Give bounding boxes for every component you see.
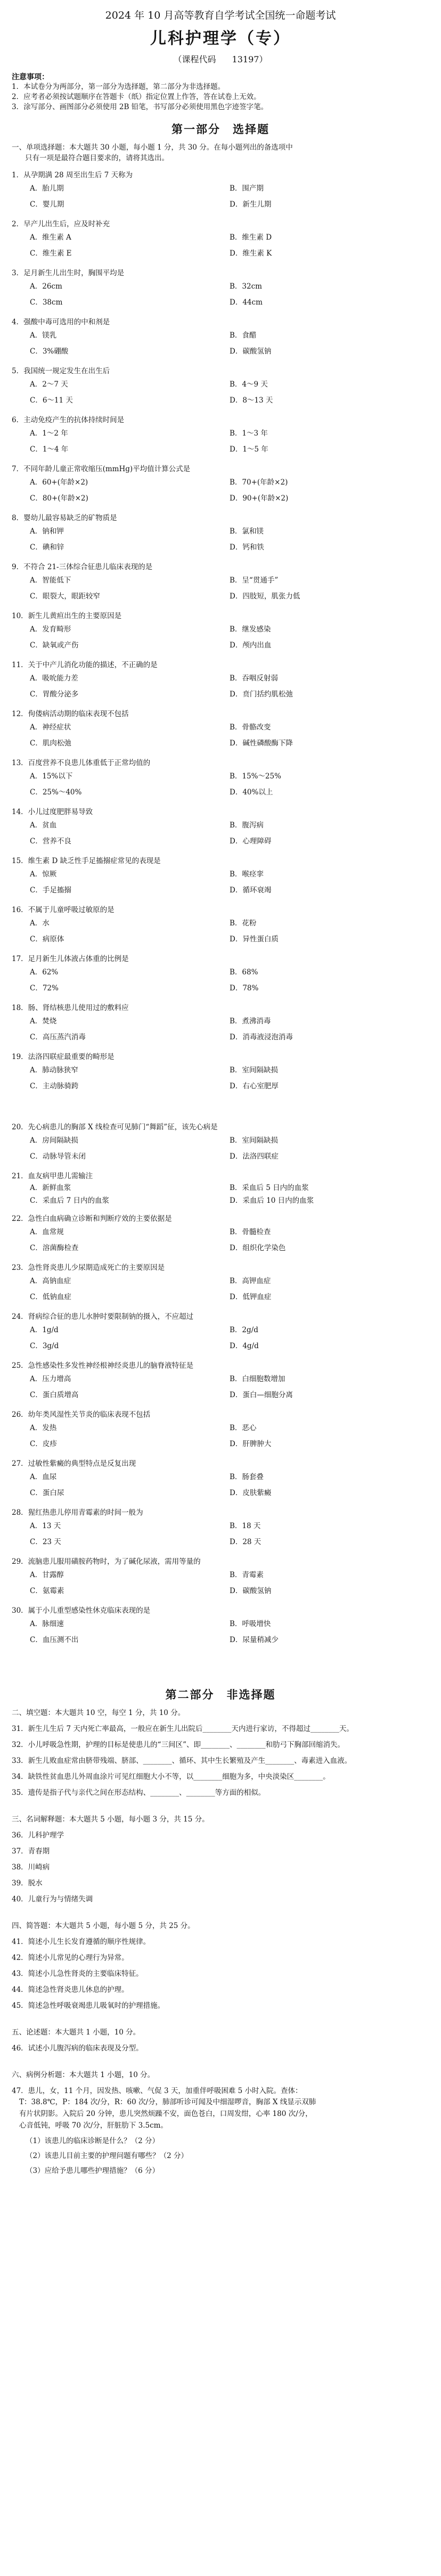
question-18: [12, 1003, 429, 1045]
question-list: [12, 170, 429, 1648]
case-sub-question: （3）应给予患儿哪些护理措施？（6 分）: [26, 2167, 159, 2175]
question-22: [12, 1213, 429, 1256]
option-group: [12, 1062, 429, 1094]
subject-title: 儿科护理学（专）: [150, 29, 291, 48]
question-stem: 5．我国统一规定发生在出生后: [12, 367, 110, 375]
option-d: D．心理障碍: [230, 837, 272, 846]
question-6: [12, 415, 429, 457]
option-group: [12, 1013, 429, 1045]
question-stem: 2．早产儿出生后，应及时补充: [12, 220, 110, 228]
option-b: B．继发感染: [230, 625, 271, 634]
short-answer-question: 45．简述急性呼吸衰竭患儿吸氧时的护理措施。: [12, 2001, 165, 2010]
option-d: D．44cm: [230, 298, 263, 307]
question-stem: 1．从孕期满 28 周至出生后 7 天称为: [12, 171, 133, 179]
course-code-label: （课程代码: [173, 54, 216, 64]
term-question: 36．儿科护理学: [12, 1831, 64, 1840]
question-27: [12, 1458, 429, 1501]
question-stem: 28．猩红热患儿停用青霉素的时间一般为: [12, 1508, 143, 1517]
option-d: D．4g/d: [230, 1342, 259, 1350]
option-a: A．血尿: [30, 1473, 57, 1481]
option-a: A．压力增高: [30, 1375, 71, 1383]
option-c: C．维生素 E: [30, 249, 72, 258]
option-a: A．吸吮能力差: [30, 674, 78, 683]
option-d: D．四肢短，肌张力低: [230, 592, 300, 601]
question-20: [12, 1122, 429, 1164]
question-stem: 23．急性肾炎患儿少尿期造成死亡的主要原因是: [12, 1264, 165, 1272]
option-c: C．病原体: [30, 935, 64, 944]
option-d: D．新生儿期: [230, 200, 272, 209]
option-c: C．25%～40%: [30, 788, 82, 797]
option-d: D．尿量稍减少: [230, 1636, 279, 1644]
question-stem: 4．强酸中毒可选用的中和剂是: [12, 318, 110, 326]
question-stem: 15．维生素 D 缺乏性手足搐搦症常见的表现是: [12, 857, 161, 865]
option-a: A．62%: [30, 968, 59, 977]
notes-heading: 注意事项：: [12, 73, 49, 81]
note-line: 1．本试卷分为两部分，第一部分为选择题，第二部分为非选择题。: [12, 83, 225, 91]
question-8: [12, 513, 429, 555]
section-head-single-choice: [12, 142, 429, 163]
option-b: B．围产期: [230, 184, 264, 193]
option-a: A．智能低下: [30, 576, 71, 585]
option-a: A．维生素 A: [30, 233, 71, 242]
option-b: B．采血后 5 日内的血浆: [230, 1184, 309, 1192]
fill-question: 31．新生儿生后 7 天内死亡率最高，一般应在新生儿出院后________天内进行家访，不得超过________天。: [12, 1725, 354, 1733]
option-a: A．26cm: [30, 282, 62, 291]
question-stem: 13．百度营养不良患儿体重低于正常均值的: [12, 759, 151, 767]
option-b: B．2g/d: [230, 1326, 258, 1334]
option-d: D．碱性磷酸酶下降: [230, 739, 293, 748]
question-14: [12, 807, 429, 849]
option-b: B．1～3 年: [230, 429, 268, 438]
option-d: D．钙和铁: [230, 543, 264, 552]
option-a: A．焚烧: [30, 1017, 57, 1026]
part-two-title: 第二部分 非选择题: [165, 1688, 276, 1701]
option-b: B．18 天: [230, 1522, 261, 1530]
option-group: [12, 621, 429, 653]
question-7: [12, 464, 429, 506]
option-a: A．脉细速: [30, 1620, 64, 1628]
fill-question: 33．新生儿败血症常由脐带残端、脐部、________、循环、其中生长繁殖及产生________、毒素进入血液。: [12, 1757, 352, 1765]
option-group: [12, 474, 429, 506]
option-c: C．3g/d: [30, 1342, 59, 1350]
note-line: 2．应考者必须按试题顺序在答题卡（纸）指定位置上作答，答在试卷上无效。: [12, 93, 261, 101]
option-c: C．缺氧或产伤: [30, 641, 79, 650]
case-analysis: [12, 2086, 429, 2176]
option-d: D．颅内出血: [230, 641, 272, 650]
option-group: [12, 229, 429, 261]
option-group: [12, 523, 429, 555]
option-c: C．氨霉素: [30, 1587, 64, 1595]
option-b: B．氯和镁: [230, 527, 264, 536]
option-d: D．法洛四联症: [230, 1152, 279, 1161]
option-c: C．采血后 7 日内的血浆: [30, 1196, 110, 1205]
option-group: [12, 1371, 429, 1403]
option-d: D．90+(年龄×2): [230, 494, 289, 503]
option-a: A．胎儿期: [30, 184, 64, 193]
option-c: C．眼裂大，眼距较窄: [30, 592, 100, 601]
option-a: A．60+(年龄×2): [30, 478, 88, 487]
question-4: [12, 317, 429, 359]
option-b: B．15%～25%: [230, 772, 281, 781]
option-d: D．8～13 天: [230, 396, 273, 405]
option-b: B．吞咽反射弱: [230, 674, 278, 683]
option-c: C．蛋白尿: [30, 1489, 64, 1497]
option-d: D．碳酸氢钠: [230, 1587, 272, 1595]
case-sub-question: （1）该患儿的临床诊断是什么？（2 分）: [26, 2137, 159, 2145]
option-c: C．38cm: [30, 298, 63, 307]
option-c: C．溶菌酶检查: [30, 1244, 79, 1252]
question-stem: 7．不同年龄儿童正常收缩压(mmHg)平均值计算公式是: [12, 465, 191, 473]
option-d: D．组织化学染色: [230, 1244, 286, 1252]
option-a: A．发热: [30, 1424, 57, 1432]
option-b: B．呈“贯通手”: [230, 576, 279, 585]
option-d: D．40%以上: [230, 788, 273, 797]
option-c: C．蛋白质增高: [30, 1391, 79, 1399]
question-stem: 18．肠、肾结核患儿使用过的敷料应: [12, 1004, 129, 1012]
question-stem: 11．关于中产儿消化功能的描述，不正确的是: [12, 661, 158, 669]
question-1: [12, 170, 429, 212]
question-stem: 16．不属于儿童呼吸过敏原的是: [12, 906, 115, 914]
option-c: C．肌肉松弛: [30, 739, 71, 748]
section-head-terms: 三、名词解释题：本大题共 5 小题，每小题 3 分，共 15 分。: [12, 1815, 209, 1824]
option-group: [12, 817, 429, 849]
option-a: A．甘露醇: [30, 1571, 64, 1579]
section-head-short: 四、简答题：本大题共 5 小题，每小题 5 分，共 25 分。: [12, 1922, 195, 1930]
option-group: [12, 964, 429, 996]
option-b: B．32cm: [230, 282, 262, 291]
option-a: A．神经症状: [30, 723, 71, 732]
question-stem: 27．过敏性紫癜的典型特点是反复出现: [12, 1459, 136, 1468]
option-c: C．动脉导管未闭: [30, 1152, 86, 1161]
option-b: B．肠套叠: [230, 1473, 264, 1481]
question-stem: 8．婴幼儿最容易缺乏的矿物质是: [12, 514, 117, 522]
terms-list: [12, 1830, 429, 1905]
short-answer-question: 41．简述小儿生长发育遵循的顺序性规律。: [12, 1938, 151, 1946]
section-head-case: 六、病例分析题：本大题共 1 小题，10 分。: [12, 2071, 155, 2079]
question-28: [12, 1507, 429, 1550]
option-a: A．肺动脉狭窄: [30, 1066, 78, 1074]
section-head-essay: 五、论述题：本大题共 1 小题，10 分。: [12, 2028, 141, 2037]
case-text-line: T：38.8℃，P：184 次/分，R：60 次/分，肺部听诊可闻及中细湿啰音，胸部 X 线显示双肺: [19, 2098, 316, 2106]
option-group: [12, 376, 429, 408]
option-a: A．13 天: [30, 1522, 61, 1530]
question-stem: 3．足月新生儿出生时，胸围平均是: [12, 269, 125, 277]
option-c: C．6～11 天: [30, 396, 73, 405]
option-b: B．白细胞数增加: [230, 1375, 285, 1383]
option-c: C．主动脉骑跨: [30, 1082, 79, 1090]
term-question: 37．青春期: [12, 1847, 50, 1856]
option-b: B．68%: [230, 968, 258, 977]
option-d: D．碳酸氢钠: [230, 347, 272, 356]
case-sub-question: （2）该患儿目前主要的护理问题有哪些？（2 分）: [26, 2152, 188, 2160]
option-b: B．室间隔缺损: [230, 1066, 278, 1074]
option-a: A．水: [30, 919, 50, 928]
question-stem: 19．法洛四联症最重要的畸形是: [12, 1053, 115, 1061]
question-29: [12, 1556, 429, 1599]
question-25: [12, 1360, 429, 1403]
option-c: C．碘和锌: [30, 543, 64, 552]
option-b: B．喉痉挛: [230, 870, 264, 879]
question-16: [12, 905, 429, 947]
option-a: A．新鲜血浆: [30, 1184, 71, 1192]
case-text-line: 有片状阴影。入院后 20 分钟，患儿突然烦躁不安，面色苍白，口周发绀，心率 180 次/分，: [19, 2110, 313, 2118]
option-a: A．钠和钾: [30, 527, 64, 536]
question-24: [12, 1311, 429, 1354]
option-c: C．营养不良: [30, 837, 71, 846]
option-c: C．胃酸分泌多: [30, 690, 79, 699]
option-d: D．1～5 年: [230, 445, 268, 454]
option-d: D．皮肤紫癜: [230, 1489, 272, 1497]
option-group: [12, 719, 429, 751]
option-d: D．维生素 K: [230, 249, 272, 258]
option-group: [12, 1322, 429, 1354]
fill-list: [12, 1724, 429, 1798]
short-answer-question: 44．简述急性肾炎患儿休息的护理。: [12, 1986, 129, 1994]
question-stem: 14．小儿过度肥胖易导致: [12, 808, 93, 816]
question-26: [12, 1409, 429, 1452]
question-30: [12, 1605, 429, 1648]
option-c: C．3%硼酸: [30, 347, 69, 356]
option-c: C．婴儿期: [30, 200, 64, 209]
question-stem: 30．属于小儿重型感染性休克临床表现的是: [12, 1606, 151, 1615]
term-question: 38．川崎病: [12, 1863, 50, 1872]
option-d: D．循环衰竭: [230, 886, 272, 895]
notes: [12, 71, 429, 112]
question-23: [12, 1262, 429, 1305]
option-b: B．70+(年龄×2): [230, 478, 288, 487]
course-code-value: 13197）: [232, 54, 268, 64]
section-head-fill: 二、填空题：本大题共 10 空，每空 1 分，共 10 分。: [12, 1709, 185, 1717]
option-c: C．血压测不出: [30, 1636, 79, 1644]
option-d: D．低钾血症: [230, 1293, 272, 1301]
option-d: D．贲门括约肌松弛: [230, 690, 293, 699]
exam-title: 2024 年 10 月高等教育自学考试全国统一命题考试: [105, 10, 336, 21]
option-group: [12, 1420, 429, 1452]
question-stem: 12．佝偻病活动期的临床表现不包括: [12, 710, 129, 718]
option-d: D．右心室肥厚: [230, 1082, 279, 1090]
option-group: [12, 768, 429, 800]
option-d: D．蛋白—细胞分离: [230, 1391, 293, 1399]
question-13: [12, 758, 429, 800]
question-21: [12, 1171, 429, 1207]
fill-question: 34．缺铁性贫血患儿外周血涂片可见红细胞大小不等，以________细胞为多，中央淡染区________。: [12, 1773, 330, 1781]
note-line: 3．涂写部分、画图部分必须使用 2B 铅笔，书写部分必须使用黑色字迹签字笔。: [12, 103, 268, 111]
question-10: [12, 611, 429, 653]
option-group: [12, 1182, 429, 1207]
option-group: [12, 278, 429, 310]
term-question: 40．儿童行为与情绪失调: [12, 1895, 93, 1904]
section-head-line: 只有一项是最符合题目要求的，请将其选出。: [25, 154, 169, 162]
option-d: D．采血后 10 日内的血浆: [230, 1196, 314, 1205]
question-stem: 21．血友病甲患儿需输注: [12, 1172, 93, 1180]
term-question: 39．脱水: [12, 1879, 43, 1888]
option-group: [12, 327, 429, 359]
option-group: [12, 915, 429, 947]
option-a: A．1～2 年: [30, 429, 68, 438]
question-stem: 6．主动免疫产生的抗体持续时间是: [12, 416, 125, 424]
option-a: A．贫血: [30, 821, 57, 830]
question-stem: 22．急性白血病确立诊断和判断疗效的主要依据是: [12, 1215, 172, 1223]
option-a: A．高钠血症: [30, 1277, 71, 1285]
option-group: [12, 1567, 429, 1599]
case-text-line: 心音低钝，呼吸 70 次/分，肝脏肋下 3.5cm。: [19, 2121, 168, 2130]
option-d: D．消毒液浸泡消毒: [230, 1033, 293, 1041]
question-12: [12, 709, 429, 751]
option-a: A．2～7 天: [30, 380, 68, 389]
option-group: [12, 1616, 429, 1648]
essay-question: 46．试述小儿腹泻病的临床表现及分型。: [12, 2044, 143, 2053]
option-group: [12, 572, 429, 604]
question-stem: 9．不符合 21-三体综合征患儿临床表现的是: [12, 563, 153, 571]
part-one-title: 第一部分 选择题: [172, 122, 270, 136]
option-a: A．15%以下: [30, 772, 73, 781]
option-a: A．惊厥: [30, 870, 57, 879]
option-group: [12, 670, 429, 702]
question-11: [12, 660, 429, 702]
option-c: C．23 天: [30, 1538, 61, 1546]
option-group: [12, 181, 429, 212]
short-answer-question: 42．简述小儿常见的心理行为异常。: [12, 1954, 129, 1962]
question-stem: 20．先心病患儿的胸部 X 线检查可见肺门“舞蹈”征，该先心病是: [12, 1123, 218, 1131]
question-2: [12, 219, 429, 261]
option-group: [12, 1133, 429, 1164]
question-5: [12, 366, 429, 408]
option-c: C．手足搐搦: [30, 886, 71, 895]
fill-question: 35．遗传是指子代与亲代之间在形态结构、________、________等方面的相似。: [12, 1789, 266, 1797]
fill-question: 32．小儿呼吸急性期，护理的目标是使患儿的“三间区”、即________、________和肋弓下胸部回缩消失。: [12, 1741, 345, 1749]
option-a: A．发育畸形: [30, 625, 71, 634]
option-b: B．煮沸消毒: [230, 1017, 271, 1026]
option-b: B．呼吸增快: [230, 1620, 271, 1628]
short-answer-question: 43．简述小儿急性肾炎的主要临床特征。: [12, 1970, 143, 1978]
option-b: B．维生素 D: [230, 233, 272, 242]
question-stem: 10．新生儿黄疸出生的主要原因是: [12, 612, 122, 620]
option-c: C．72%: [30, 984, 59, 992]
short-list: [12, 1937, 429, 2011]
option-group: [12, 866, 429, 898]
option-a: A．房间隔缺损: [30, 1136, 78, 1145]
essay-list: [12, 2043, 429, 2054]
option-d: D．肝脾肿大: [230, 1440, 272, 1448]
option-d: D．28 天: [230, 1538, 262, 1546]
option-b: B．4～9 天: [230, 380, 268, 389]
option-b: B．腹泻病: [230, 821, 264, 830]
option-d: D．异性蛋白质: [230, 935, 279, 944]
option-c: C．皮疹: [30, 1440, 57, 1448]
question-17: [12, 954, 429, 996]
option-b: B．食醋: [230, 331, 257, 340]
question-stem: 24．肾病综合征的患儿水肿时要限制钠的摄入，不应超过: [12, 1312, 194, 1321]
section-head-line: 一、单项选择题：本大题共 30 小题，每小题 1 分，共 30 分。在每小题列出的备选项中: [12, 143, 293, 152]
option-c: C．1～4 年: [30, 445, 69, 454]
option-b: B．室间隔缺损: [230, 1136, 278, 1145]
question-stem: 26．幼年类风湿性关节炎的临床表现不包括: [12, 1410, 151, 1419]
question-3: [12, 268, 429, 310]
option-group: [12, 1469, 429, 1501]
option-c: C．高压蒸汽消毒: [30, 1033, 86, 1041]
option-d: D．78%: [230, 984, 259, 992]
option-c: C．低钠血症: [30, 1293, 71, 1301]
option-group: [12, 1224, 429, 1256]
question-stem: 25．急性感染性多发性神经根神经炎患儿的脑脊液特征是: [12, 1361, 194, 1370]
option-group: [12, 425, 429, 457]
question-15: [12, 856, 429, 898]
question-stem: 17．足月新生儿体液占体重的比例是: [12, 955, 129, 963]
option-b: B．恶心: [230, 1424, 257, 1432]
case-text-line: 47．患儿，女，11 个月，因发热、咳嗽、气促 3 天，加重伴呼吸困难 5 小时入院。查体：: [12, 2087, 303, 2095]
option-a: A．血常规: [30, 1228, 64, 1236]
option-group: [12, 1518, 429, 1550]
question-19: [12, 1052, 429, 1094]
option-b: B．青霉素: [230, 1571, 264, 1579]
question-stem: 29．流脑患儿服用磺胺药物时，为了碱化尿液，需用等量的: [12, 1557, 201, 1566]
option-a: A．镁乳: [30, 331, 57, 340]
option-group: [12, 1273, 429, 1305]
course-code: [12, 53, 429, 65]
option-c: C．80+(年龄×2): [30, 494, 88, 503]
option-b: B．骨骼改变: [230, 723, 271, 732]
option-b: B．高钾血症: [230, 1277, 271, 1285]
option-b: B．花粉: [230, 919, 257, 928]
option-b: B．骨髓检查: [230, 1228, 271, 1236]
question-9: [12, 562, 429, 604]
option-a: A．1g/d: [30, 1326, 59, 1334]
